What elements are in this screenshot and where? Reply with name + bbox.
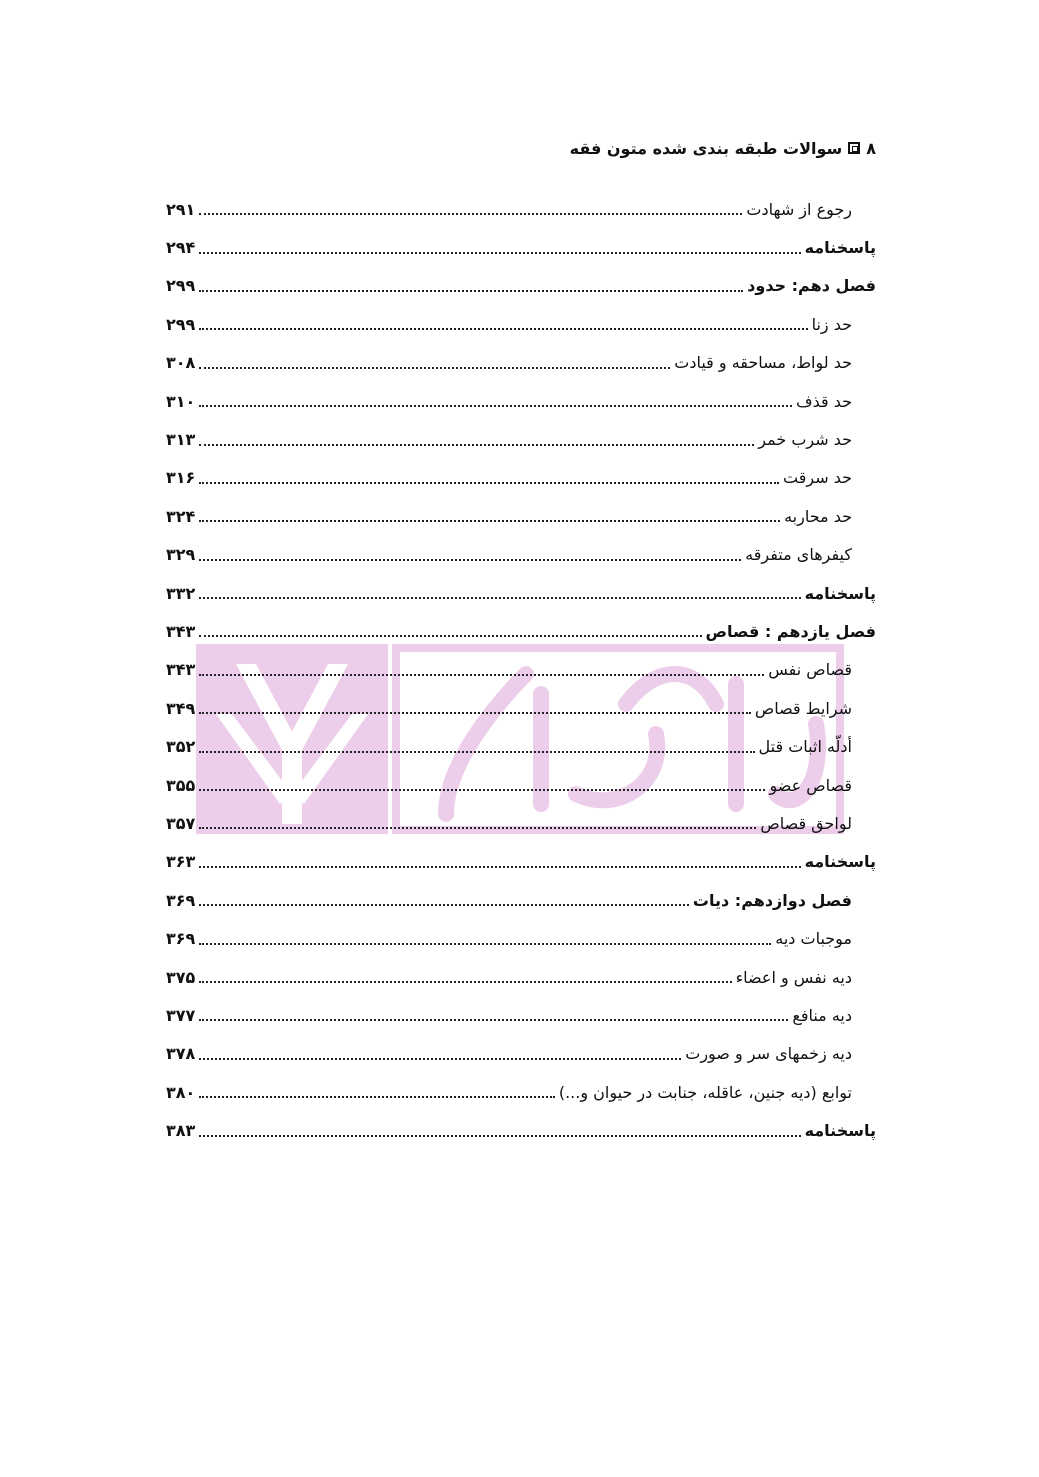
toc-entry[interactable] [166, 727, 876, 765]
toc-entry-title: رجوع از شهادت [746, 199, 852, 219]
toc-entry-title: شرایط قصاص [754, 698, 852, 718]
dot-leader [199, 1058, 681, 1060]
dot-leader [199, 559, 741, 561]
toc-entry-title: پاسخنامه [804, 583, 876, 603]
toc-entry-page: ۳۲۴ [166, 506, 196, 526]
toc-entry-title: پاسخنامه [804, 852, 876, 872]
toc-entry-page: ۳۰۸ [166, 353, 196, 373]
dot-leader [199, 482, 779, 484]
toc-entry-title: پاسخنامه [804, 238, 876, 258]
dot-leader [199, 1135, 800, 1137]
dot-leader [199, 405, 792, 407]
toc-entry-page: ۳۳۲ [166, 583, 196, 603]
toc-entry-title: دیه منافع [792, 1005, 852, 1025]
toc-entry-page: ۳۴۳ [166, 621, 196, 641]
toc-entry[interactable] [166, 420, 876, 458]
toc-entry-title: أدلّه اثبات قتل [758, 737, 852, 757]
dot-leader [199, 943, 771, 945]
dot-leader [199, 827, 756, 829]
dot-leader [199, 520, 780, 522]
toc-entry-page: ۲۹۹ [166, 276, 196, 296]
toc-entry-title: فصل یازدهم : قصاص [705, 621, 876, 641]
dot-leader [199, 1019, 788, 1021]
toc-entry-page: ۳۴۹ [166, 698, 196, 718]
dot-leader [199, 904, 689, 906]
book-title: سوالات طبقه بندی شده متون فقه [569, 138, 843, 158]
toc-entry-title: حد قذف [795, 391, 852, 411]
toc-entry-page: ۲۹۴ [166, 238, 196, 258]
toc-entry[interactable] [166, 344, 876, 382]
toc-entry-page: ۳۸۳ [166, 1121, 196, 1141]
toc-entry-page: ۳۵۲ [166, 737, 196, 757]
dot-leader [199, 866, 800, 868]
toc-entry[interactable] [166, 574, 876, 612]
toc-entry-title: قصاص عضو [769, 775, 852, 795]
dot-leader [199, 981, 731, 983]
toc-entry-page: ۳۸۰ [166, 1082, 196, 1102]
toc-entry-page: ۳۶۳ [166, 852, 196, 872]
toc-entry-page: ۳۷۷ [166, 1005, 196, 1025]
toc-entry-title: توابع (دیه جنین، عاقله، جنابت در حیوان و...) [558, 1082, 852, 1102]
dot-leader [199, 444, 754, 446]
toc-entry-title: لواحق قصاص [760, 813, 852, 833]
toc-entry-page: ۳۶۹ [166, 929, 196, 949]
toc-entry[interactable] [166, 651, 876, 689]
toc-entry-page: ۲۹۹ [166, 314, 196, 334]
toc-entry[interactable] [166, 497, 876, 535]
toc-entry-page: ۳۵۷ [166, 813, 196, 833]
toc-entry-title: حد سرقت [783, 468, 852, 488]
toc-entry-title: موجبات دیه [775, 929, 852, 949]
toc-entry[interactable] [166, 689, 876, 727]
toc-entry[interactable] [166, 459, 876, 497]
toc-entry[interactable] [166, 766, 876, 804]
toc-entry-title: کیفرهای متفرقه [745, 545, 852, 565]
toc-entry[interactable] [166, 958, 876, 996]
toc-entry[interactable] [166, 190, 876, 228]
toc-entry[interactable] [166, 536, 876, 574]
toc-entry[interactable] [166, 305, 876, 343]
toc-entry-page: ۳۱۳ [166, 430, 196, 450]
dot-leader [199, 290, 743, 292]
toc-entry-page: ۲۹۱ [166, 199, 196, 219]
dot-leader [199, 635, 701, 637]
toc-entry-page: ۳۵۵ [166, 775, 196, 795]
toc-entry[interactable] [166, 843, 876, 881]
toc-entry-page: ۳۴۳ [166, 660, 196, 680]
toc-entry-title: دیه زخمهای سر و صورت [685, 1044, 852, 1064]
toc-entry-page: ۳۱۶ [166, 468, 196, 488]
toc-entry[interactable] [166, 804, 876, 842]
toc-entry-title: حد محاربه [784, 506, 852, 526]
dot-leader [199, 751, 754, 753]
toc-entry-title: حد زنا [811, 314, 852, 334]
toc-entry-title: حد لواط، مساحقه و قیادت [674, 353, 852, 373]
toc-entry-title: فصل دهم: حدود [747, 276, 876, 296]
dot-leader [199, 328, 807, 330]
dot-leader [199, 367, 670, 369]
dot-leader [199, 674, 764, 676]
dot-leader [199, 252, 800, 254]
toc-entry-page: ۳۱۰ [166, 391, 196, 411]
toc-entry-title: حد شرب خمر [758, 430, 852, 450]
dot-leader [199, 597, 800, 599]
dot-leader [199, 1096, 555, 1098]
toc-entry[interactable] [166, 228, 876, 266]
running-header [560, 134, 876, 162]
toc-entry-title: پاسخنامه [804, 1121, 876, 1141]
page-number: ۸ [866, 138, 876, 158]
dot-leader [199, 712, 751, 714]
toc-entry[interactable] [166, 1035, 876, 1073]
toc-entry[interactable] [166, 612, 876, 650]
toc-entry[interactable] [166, 881, 876, 919]
toc-entry-title: دیه نفس و اعضاء [735, 967, 852, 987]
toc-entry[interactable] [166, 996, 876, 1034]
table-of-contents [166, 190, 876, 1150]
square-bullet-icon [848, 142, 860, 154]
toc-entry[interactable] [166, 1073, 876, 1111]
toc-entry[interactable] [166, 382, 876, 420]
toc-entry-page: ۳۷۸ [166, 1044, 196, 1064]
toc-entry-page: ۳۲۹ [166, 545, 196, 565]
toc-entry-title: قصاص نفس [768, 660, 852, 680]
toc-entry-page: ۳۷۵ [166, 967, 196, 987]
toc-entry-page: ۳۶۹ [166, 890, 196, 910]
toc-entry[interactable] [166, 267, 876, 305]
toc-entry-title: فصل دوازدهم: دیات [692, 890, 852, 910]
dot-leader [199, 789, 765, 791]
toc-entry[interactable] [166, 919, 876, 957]
toc-entry[interactable] [166, 1111, 876, 1149]
dot-leader [199, 213, 742, 215]
